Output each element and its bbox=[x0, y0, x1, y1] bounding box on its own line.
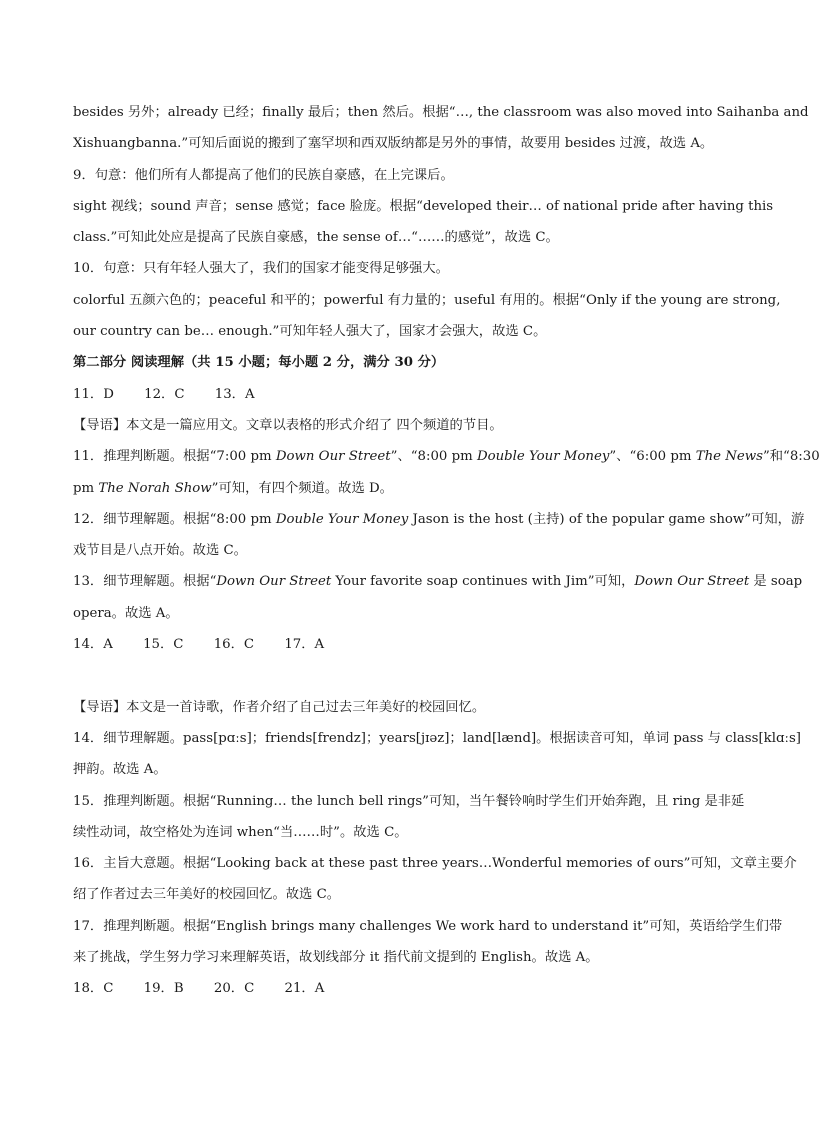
italic-title: Double Your Money bbox=[476, 449, 610, 465]
text-line: 续性动词，故空格处为连词 when“当……时”。故选 C。 bbox=[73, 824, 408, 840]
answer-row bbox=[73, 629, 724, 660]
explanation-q11-line2 bbox=[73, 473, 724, 504]
text-line: 15．推理判断题。根据“Running… the lunch bell rings”可知，当午餐铃响时学生们开始奔跑，且 ring 是非延 bbox=[73, 793, 745, 809]
italic-title: Down Our Street bbox=[634, 574, 750, 590]
answer-row bbox=[73, 973, 724, 1004]
text-line: 9．句意：他们所有人都提高了他们的民族自豪感，在上完课后。 bbox=[73, 167, 454, 183]
text-line: sight 视线；sound 声音；sense 感觉；face 脸庞。根据“developed their… of national pride after having this bbox=[73, 198, 774, 214]
text-run: Jason is the host (主持) of the popular game show”可知，游 bbox=[408, 511, 805, 527]
guide-text: 【导语】本文是一篇应用文。文章以表格的形式介绍了 四个频道的节目。 bbox=[73, 417, 503, 433]
section-heading: 第二部分 阅读理解（共 15 小题；每小题 2 分，满分 30 分） bbox=[73, 355, 445, 371]
answer-item: 15．C bbox=[143, 637, 184, 653]
answer-item: 21．A bbox=[284, 981, 325, 997]
answer-item: 16．C bbox=[213, 637, 255, 653]
answer-item: 13．A bbox=[214, 386, 255, 402]
text-line: colorful 五颜六色的；peaceful 和平的；powerful 有力量的；useful 有用的。根据“Only if the young are strong, bbox=[73, 292, 781, 308]
text-run: ”、“8:00 pm bbox=[390, 449, 477, 465]
answer-item: 18．C bbox=[73, 981, 114, 997]
text-line: class.”可知此处应是提高了民族自豪感，the sense of…“……的感觉”，故选 C。 bbox=[73, 230, 559, 246]
answer-item: 17．A bbox=[284, 637, 325, 653]
text-run: 是 soap bbox=[749, 574, 803, 590]
answer-item: 19．B bbox=[143, 981, 184, 997]
text-line: 绍了作者过去三年美好的校园回忆。故选 C。 bbox=[73, 887, 341, 903]
italic-title: Down Our Street bbox=[275, 449, 391, 465]
explanation-q11-line1 bbox=[73, 441, 820, 472]
text-run: ”、“6:00 pm bbox=[609, 449, 696, 465]
text-line: 押韵。故选 A。 bbox=[73, 762, 167, 778]
text-line: 16．主旨大意题。根据“Looking back at these past three years…Wonderful memories of ours”可知，文章主要介 bbox=[73, 856, 797, 872]
explanation-q12-line2: 戏节目是八点开始。故选 C。 bbox=[73, 543, 247, 559]
text-line: 10．句意：只有年轻人强大了，我们的国家才能变得足够强大。 bbox=[73, 261, 449, 277]
text-run: pm bbox=[73, 480, 99, 496]
answer-item: 20．C bbox=[213, 981, 255, 997]
text-run: Your favorite soap continues with Jim”可知， bbox=[331, 574, 635, 590]
text-line: besides 另外；already 已经；finally 最后；then 然后。根据“…, the classroom was also moved into Saihanba and bbox=[73, 105, 809, 120]
text-line: Xishuangbanna.”可知后面说的搬到了塞罕坝和西双版纳都是另外的事情，故要用 besides 过渡，故选 A。 bbox=[73, 136, 714, 152]
text-run: ”和“8:30 bbox=[762, 449, 820, 465]
text-line: our country can be… enough.”可知年轻人强大了，国家才会强大，故选 C。 bbox=[73, 324, 547, 340]
answer-item: 14．A bbox=[73, 637, 113, 653]
italic-title: The Norah Show bbox=[98, 480, 212, 496]
explanation-q13-line2: opera。故选 A。 bbox=[73, 605, 179, 621]
text-line: 14．细节理解题。pass[pɑːs]；friends[frendz]；years[jɪəz]；land[lænd]。根据读音可知，单词 pass 与 class[klɑːs] bbox=[73, 730, 801, 746]
explanation-q13-line1 bbox=[73, 566, 803, 597]
text-run: ”可知，有四个频道。故选 D。 bbox=[211, 480, 393, 496]
answer-item: 12．C bbox=[144, 386, 185, 402]
text-line: 来了挑战，学生努力学习来理解英语，故划线部分 it 指代前文提到的 English。故选 A。 bbox=[73, 950, 599, 966]
blank-line bbox=[73, 660, 724, 691]
answer-item: 11．D bbox=[73, 386, 114, 402]
italic-title: The News bbox=[695, 449, 763, 465]
text-run: 11．推理判断题。根据“7:00 pm bbox=[73, 449, 276, 465]
explanation-q12-line1 bbox=[73, 504, 805, 535]
text-line: 17．推理判断题。根据“English brings many challenges We work hard to understand it”可知，英语给学生们带 bbox=[73, 918, 783, 934]
text-run: 12．细节理解题。根据“8:00 pm bbox=[73, 511, 276, 527]
answer-row bbox=[73, 379, 724, 410]
italic-title: Down Our Street bbox=[216, 574, 332, 590]
guide-text: 【导语】本文是一首诗歌，作者介绍了自己过去三年美好的校园回忆。 bbox=[73, 699, 486, 715]
text-run: 13．细节理解题。根据“ bbox=[73, 574, 217, 590]
italic-title: Double Your Money bbox=[275, 511, 409, 527]
